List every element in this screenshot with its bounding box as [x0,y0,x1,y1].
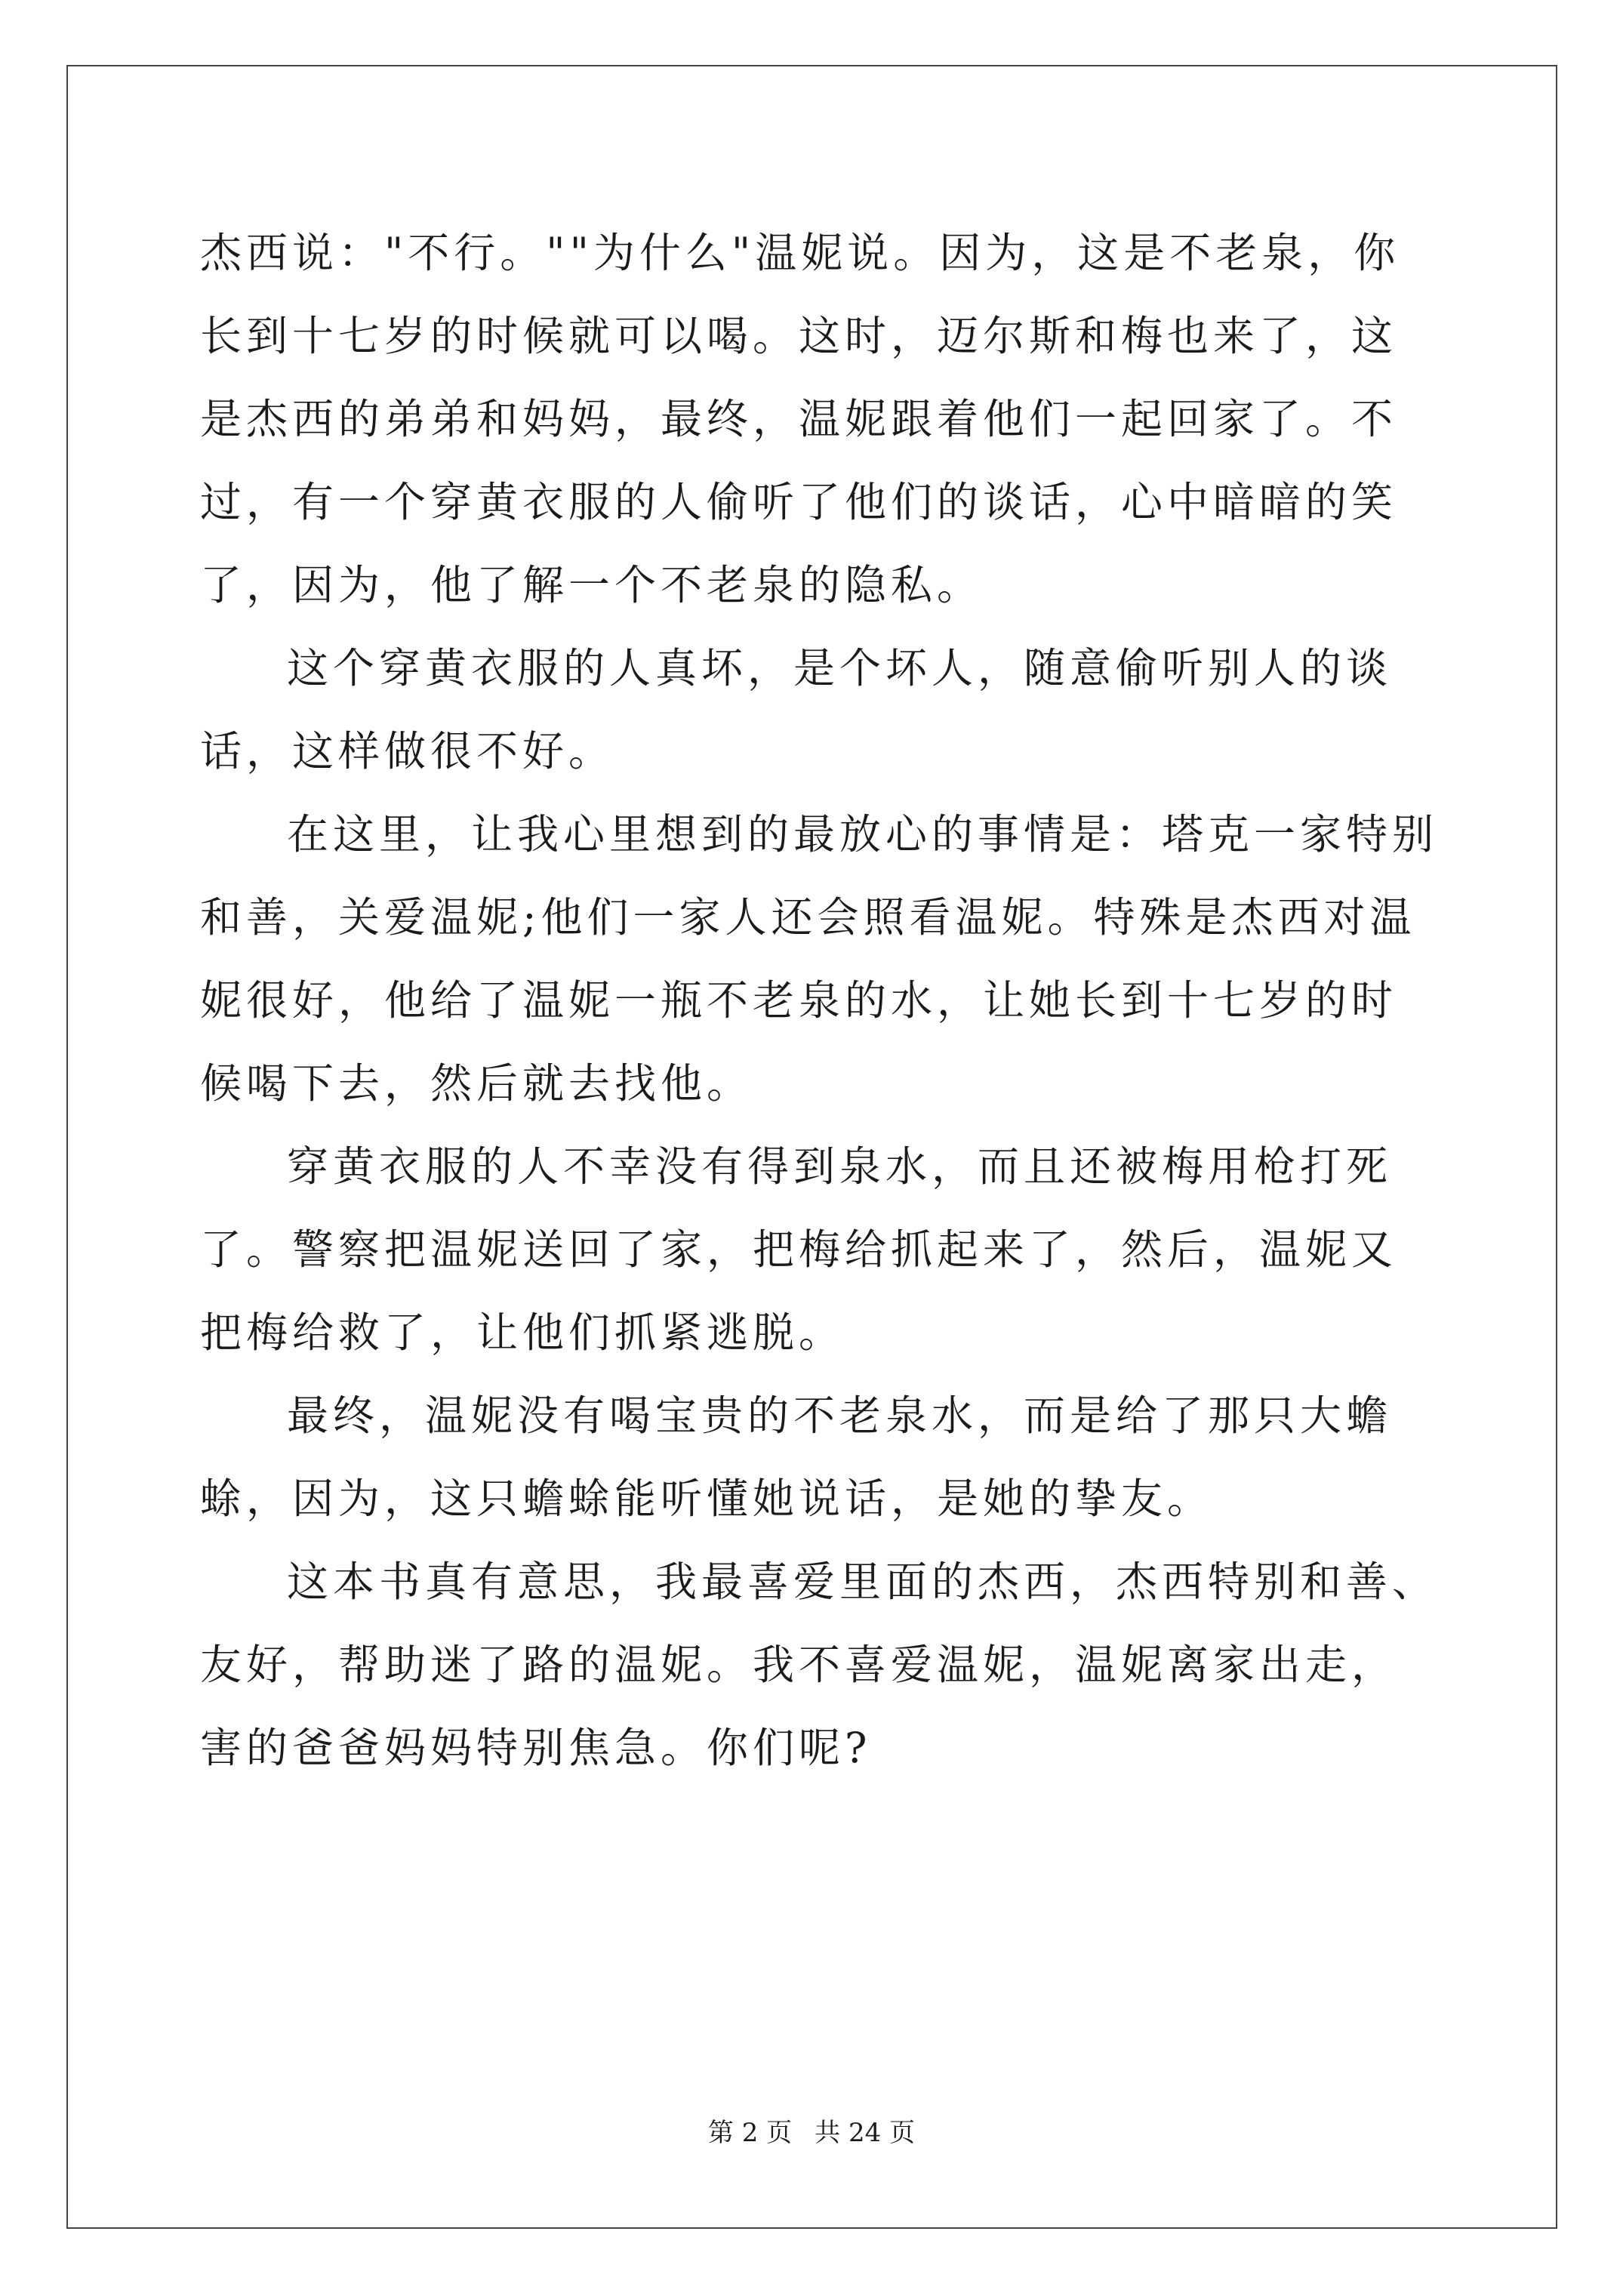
page-number: 第 2 页 [707,2118,793,2148]
document-body [200,211,1438,1789]
page-total: 共 24 页 [815,2118,916,2148]
paragraph-2: 这个穿黄衣服的人真坏，是个坏人，随意偷听别人的谈话，这样做很不好。 [200,644,1393,775]
paragraph-1: 杰西说："不行。""为什么"温妮说。因为，这是不老泉，你长到十七岁的时候就可以喝。这时，迈尔斯和梅也来了，这是杰西的弟弟和妈妈，最终，温妮跟着他们一起回家了。不过，有一个穿黄衣服的人偷听了他们的谈话，心中暗暗的笑了，因为，他了解一个不老泉的隐私。 [200,229,1400,609]
paragraph-3: 在这里，让我心里想到的最放心的事情是：塔克一家特别和善，关爱温妮;他们一家人还会照看温妮。特殊是杰西对温妮很好，他给了温妮一瓶不老泉的水，让她长到十七岁的时候喝下去，然后就去找他。 [200,810,1439,1108]
paragraph-4: 穿黄衣服的人不幸没有得到泉水，而且还被梅用枪打死了。警察把温妮送回了家，把梅给抓起来了，然后，温妮又把梅给救了，让他们抓紧逃脱。 [200,1142,1398,1357]
page-footer [0,2118,1623,2148]
paragraph-5: 最终，温妮没有喝宝贵的不老泉水，而是给了那只大蟾蜍，因为，这只蟾蜍能听懂她说话，是她的挚友。 [200,1391,1393,1523]
paragraph-6: 这本书真有意思，我最喜爱里面的杰西，杰西特别和善、友好，帮助迷了路的温妮。我不喜爱温妮，温妮离家出走，害的爸爸妈妈特别焦急。你们呢? [200,1558,1439,1772]
